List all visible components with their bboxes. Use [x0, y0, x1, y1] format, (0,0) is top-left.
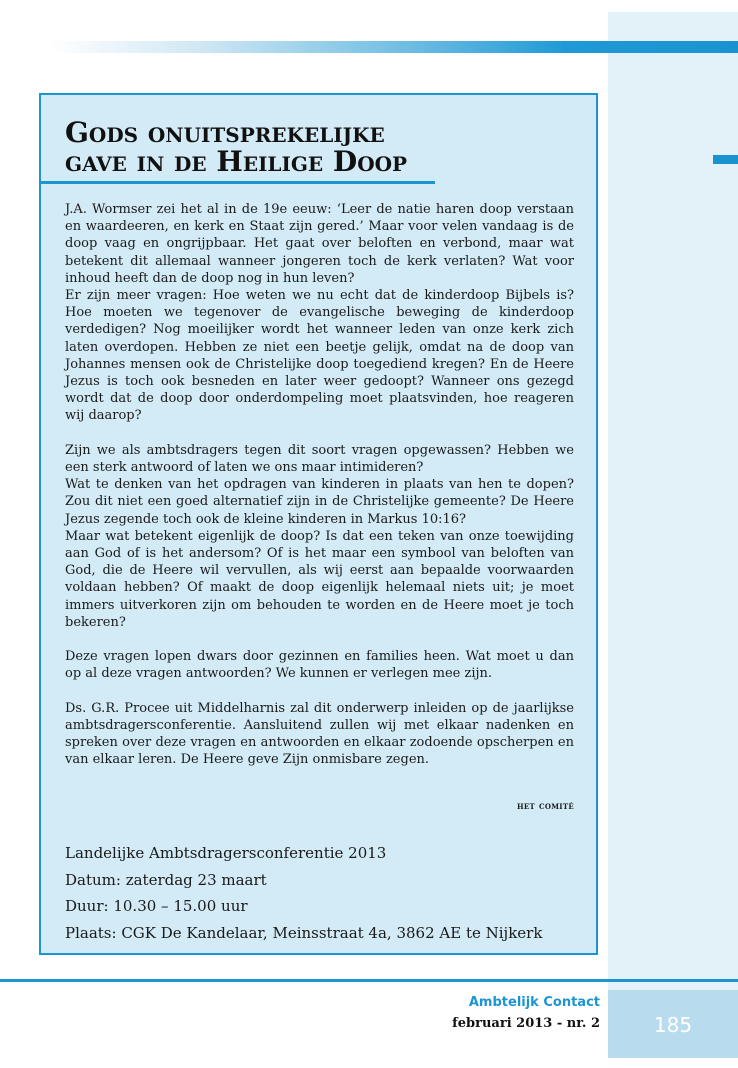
event-duration: Duur: 10.30 – 15.00 uur	[65, 897, 248, 915]
paragraph-5: Maar wat betekent eigenlijk de doop? Is dat een teken van onze toewijding aan God of is het andersom? Of is het maar een symbool van beloften van God, die de Heere wil vervullen, als wij eerst aan bepaalde voorwaarden voldaan hebben? Of maakt de doop eigenlijk helemaal niets uit; je moet immers uitverkoren zijn om behouden te worden en de Heere moet je toch bekeren?	[65, 528, 574, 630]
title-underline	[39, 181, 435, 184]
article-title-line-2: gave in de Heilige Doop	[65, 145, 408, 178]
paragraph-3: Zijn we als ambtsdragers tegen dit soort vragen opgewassen? Hebben we een sterk antwoord of laten we ons maar intimideren?	[65, 442, 574, 476]
paragraph-1: J.A. Wormser zei het al in de 19e eeuw: ‘Leer de natie haren doop verstaan en waardeeren, en kerk en Staat zijn gered.’ Maar voor velen vandaag is de doop vaag en ongrijpbaar. Het gaat over beloften en verbond, maar wat betekent dit allemaal wanneer jongeren toch de kerk verlaten? Wat voor inhoud heeft dan de doop nog in hun leven?	[65, 202, 574, 286]
paragraph-4: Wat te denken van het opdragen van kinderen in plaats van hen te dopen? Zou dit niet een goed alternatief zijn in de Christelijke gemeente? De Heere Jezus zegende toch ook de kleine kinderen in Markus 10:16?	[65, 477, 574, 527]
paragraph-6: Deze vragen lopen dwars door gezinnen en families heen. Wat moet u dan op al deze vragen antwoorden? We kunnen er verlegen mee zijn.	[65, 649, 574, 682]
paragraph-7: Ds. G.R. Procee uit Middelharnis zal dit onderwerp inleiden op de jaarlijkse ambtsdragersconferentie. Aansluitend zullen wij met elkaar nadenken en spreken over deze vragen en antwoorden en elkaar zodoende opscherpen en van elkaar leren. De Heere geve Zijn onmisbare zegen.	[65, 700, 574, 768]
article-title	[65, 118, 407, 176]
side-tab-marker	[713, 155, 738, 164]
signature: het comité	[516, 800, 574, 812]
event-info	[65, 840, 585, 946]
event-location: Plaats: CGK De Kandelaar, Meinsstraat 4a, 3862 AE te Nijkerk	[65, 923, 543, 942]
event-date: Datum: zaterdag 23 maart	[65, 870, 267, 889]
publication-name: Ambtelijk Contact	[468, 995, 600, 1010]
article-body	[65, 201, 574, 769]
paragraph-2: Er zijn meer vragen: Hoe weten we nu echt dat de kinderdoop Bijbels is? Hoe moeten we tegenover de evangelische beweging de kinderdoop verdedigen? Nog moeilijker wordt het wanneer leden van onze kerk zich laten overdopen. Hebben ze niet een beetje gelijk, omdat na de doop van Johannes mensen ook de Christelijke doop toegediend kregen? En de Heere Jezus is toch ook besneden en later weer gedoopt? Wanneer ons gezegd wordt dat de doop door onderdompeling moet plaatsvinden, hoe reageren wij daarop?	[65, 288, 574, 424]
side-margin-panel	[608, 12, 738, 1058]
footer-rule	[0, 979, 738, 982]
issue-label: februari 2013 - nr. 2	[452, 1016, 600, 1031]
article-title-line-1: Gods onuitsprekelijke	[65, 116, 385, 149]
header-gradient-bar	[50, 41, 738, 53]
page-number: 185	[653, 1013, 693, 1037]
event-name: Landelijke Ambtsdragersconferentie 2013	[65, 844, 387, 862]
